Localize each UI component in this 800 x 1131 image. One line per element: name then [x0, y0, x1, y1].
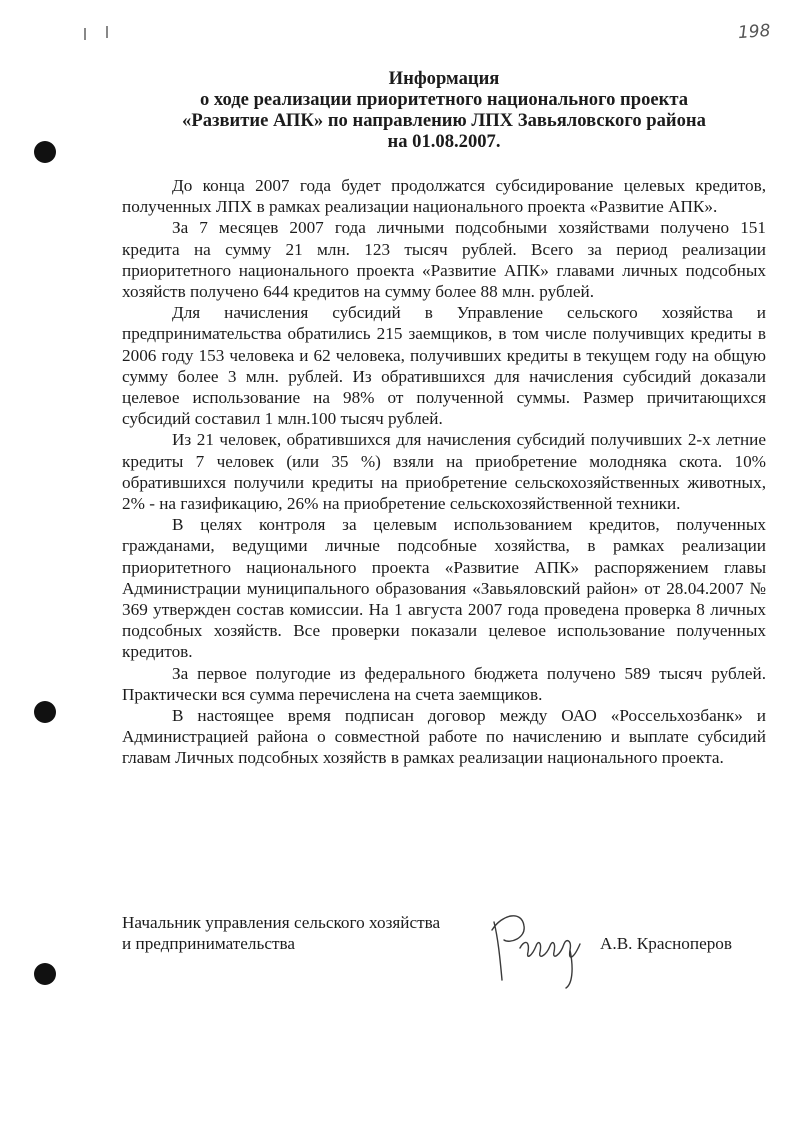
- paragraph: До конца 2007 года будет продолжатся субсидирование целевых кредитов, полученных ЛПХ в рамках реализации национального проекта «Развитие АПК».: [122, 176, 766, 217]
- paragraph: За 7 месяцев 2007 года личными подсобными хозяйствами получено 151 кредита на сумму 21 млн. 123 тысяч рублей. Всего за период реализации приоритетного национального проекта «Развитие АПК» главами личных подсобных хозяйств получено 644 кредитов на сумму более 88 млн. рублей.: [122, 218, 766, 302]
- scan-mark: [106, 26, 108, 38]
- page-number: 198: [737, 20, 772, 44]
- binder-hole-middle: [34, 701, 56, 723]
- document-heading: [120, 68, 768, 152]
- heading-subtitle-line: «Развитие АПК» по направлению ЛПХ Завьяловского района: [182, 110, 706, 131]
- paragraph: Из 21 человек, обратившихся для начисления субсидий получивших 2-х летние кредиты 7 человек (или 35 %) взяли на приобретение молодняка скота. 10% обратившихся получили кредиты на приобретение сельскохозяйственных животных, 2% - на газификацию, 26% на приобретение сельскохозяйственной техники.: [122, 430, 766, 514]
- binder-hole-top: [34, 141, 56, 163]
- document-body: [122, 175, 766, 769]
- paragraph: За первое полугодие из федерального бюджета получено 589 тысяч рублей. Практически вся сумма перечислена на счета заемщиков.: [122, 663, 766, 704]
- heading-title: Информация: [388, 68, 500, 89]
- signatory-title-line: Начальник управления сельского хозяйства: [122, 913, 441, 932]
- paragraph: Для начисления субсидий в Управление сельского хозяйства и предпринимательства обратились 215 заемщиков, в том числе получивщих кредиты в 2006 году 153 человека и 62 человека, получивших кредиты в текущем году на общую сумму более 3 млн. рублей. Из обратившихся для начисления субсидий доказали целевое использование на 98% от полученной суммы. Размер причитающихся субсидий составил 1 млн.100 тысяч рублей.: [122, 303, 766, 429]
- signatory-name: А.В. Красноперов: [600, 934, 733, 953]
- handwritten-signature: [480, 900, 600, 990]
- scan-mark: [84, 28, 86, 40]
- signatory-title: [122, 912, 440, 954]
- heading-date: на 01.08.2007.: [387, 131, 501, 152]
- heading-subtitle-line: о ходе реализации приоритетного национального проекта: [199, 89, 688, 110]
- binder-hole-bottom: [34, 963, 56, 985]
- paragraph: В целях контроля за целевым использованием кредитов, полученных гражданами, ведущими личные подсобные хозяйства, в рамках реализации приоритетного национального проекта «Развитие АПК» распоряжением главы Администрации муниципального образования «Завьяловский район» от 28.04.2007 № 369 утвержден состав комиссии. На 1 августа 2007 года проведена проверка 8 личных подсобных хозяйств. Все проверки показали целевое использование полученных кредитов.: [122, 515, 766, 662]
- signatory-title-line: и предпринимательства: [122, 934, 295, 954]
- paragraph: В настоящее время подписан договор между ОАО «Россельхозбанк» и Администрацией района о совместной работе по начислению и выплате субсидий главам Личных подсобных хозяйств в рамках реализации национального проекта.: [122, 706, 766, 768]
